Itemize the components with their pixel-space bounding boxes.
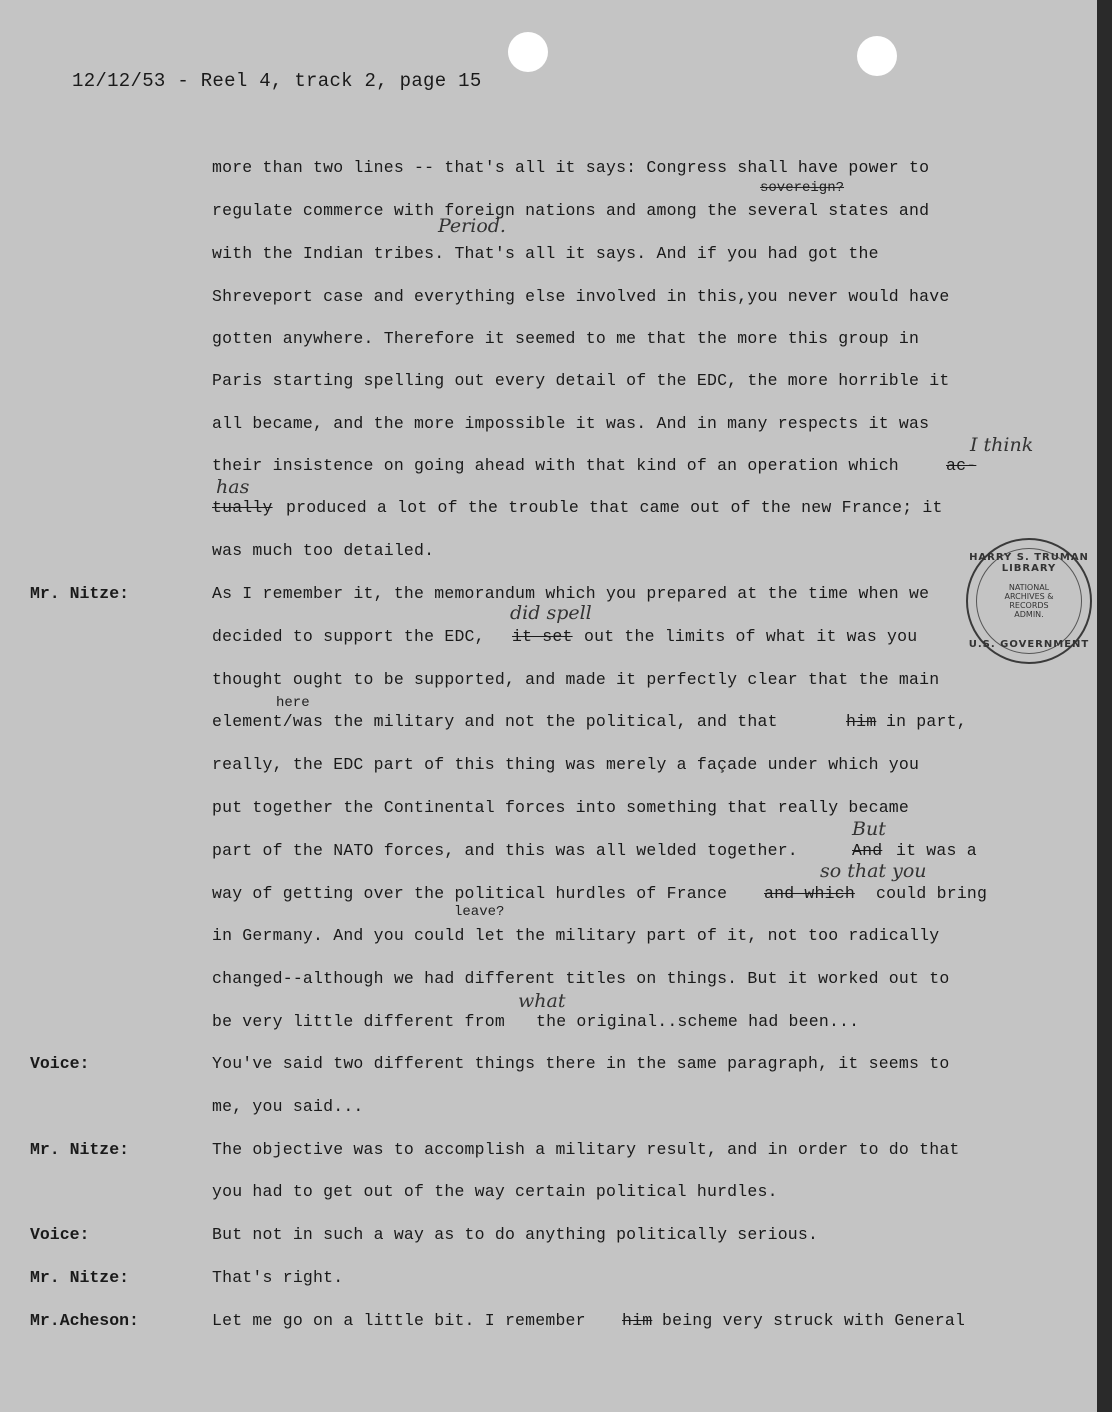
struck-word: tually: [212, 498, 273, 517]
text-line: decided to support the EDC,: [212, 627, 485, 646]
stamp-top-text: HARRY S. TRUMAN LIBRARY: [969, 552, 1089, 574]
text-line: Shreveport case and everything else involved in this,you never would have: [212, 287, 950, 306]
text-line: out the limits of what it was you: [584, 627, 918, 646]
page-edge-shadow: [1097, 0, 1112, 1412]
text-line: element/was the military and not the political, and that: [212, 712, 778, 731]
text-line: part of the NATO forces, and this was all welded together.: [212, 841, 798, 860]
text-line: their insistence on going ahead with that kind of an operation which: [212, 456, 899, 475]
struck-word: ac-: [946, 456, 977, 475]
typed-insertion: here: [276, 695, 310, 711]
page-header: 12/12/53 - Reel 4, track 2, page 15: [72, 70, 482, 92]
text-line: That's right.: [212, 1268, 344, 1287]
speaker-label: Mr. Nitze:: [30, 584, 130, 603]
struck-word: sovereign?: [760, 180, 845, 196]
text-line: could bring: [876, 884, 988, 903]
text-line: being very struck with General: [662, 1311, 966, 1330]
punch-hole-right: [857, 36, 897, 76]
text-line: in Germany. And you could let the military part of it, not too radically: [212, 926, 940, 945]
speaker-label: Mr. Nitze:: [30, 1268, 130, 1287]
struck-word: it set: [512, 627, 573, 646]
text-line: way of getting over the political hurdles of France: [212, 884, 728, 903]
speaker-label: Mr.Acheson:: [30, 1311, 139, 1330]
text-line: The objective was to accomplish a military result, and in order to do that: [212, 1140, 960, 1159]
text-line: the original..scheme had been...: [536, 1012, 860, 1031]
typed-insertion: leave?: [454, 904, 505, 920]
text-line: be very little different from: [212, 1012, 505, 1031]
struck-word: and which: [764, 884, 855, 903]
text-line: changed--although we had different titles on things. But it worked out to: [212, 969, 950, 988]
text-line: really, the EDC part of this thing was merely a façade under which you: [212, 755, 920, 774]
text-line: regulate commerce with foreign nations and among the several states and: [212, 201, 930, 220]
handwritten-note: But: [852, 818, 886, 840]
text-line: produced a lot of the trouble that came out of the new France; it: [286, 498, 943, 517]
handwritten-note: has: [216, 476, 250, 498]
text-line: me, you said...: [212, 1097, 364, 1116]
text-line: you had to get out of the way certain political hurdles.: [212, 1182, 778, 1201]
handwritten-note: did spell: [510, 602, 592, 624]
text-line: all became, and the more impossible it was. And in many respects it was: [212, 414, 930, 433]
stamp-bottom-text: U.S. GOVERNMENT: [968, 639, 1090, 650]
library-stamp: [966, 538, 1092, 664]
speaker-label: Voice:: [30, 1225, 90, 1244]
text-line: Paris starting spelling out every detail of the EDC, the more horrible it: [212, 371, 950, 390]
text-line: put together the Continental forces into something that really became: [212, 798, 910, 817]
speaker-label: Voice:: [30, 1054, 90, 1073]
text-line: it was a: [896, 841, 977, 860]
struck-word: And: [852, 841, 883, 860]
text-line: But not in such a way as to do anything politically serious.: [212, 1225, 819, 1244]
text-line: with the Indian tribes. That's all it says. And if you had got the: [212, 244, 879, 263]
text-line: You've said two different things there in the same paragraph, it seems to: [212, 1054, 950, 1073]
stamp-middle-text: NATIONAL ARCHIVES & RECORDS ADMIN.: [1004, 583, 1054, 619]
handwritten-note: so that you: [820, 860, 927, 882]
text-line: more than two lines -- that's all it says: Congress shall have power to: [212, 158, 930, 177]
text-line: was much too detailed.: [212, 541, 435, 560]
struck-word: him: [846, 712, 877, 731]
struck-word: him: [622, 1311, 653, 1330]
punch-hole-left: [508, 32, 548, 72]
text-line: As I remember it, the memorandum which you prepared at the time when we: [212, 584, 930, 603]
handwritten-note: I think: [970, 434, 1034, 456]
speaker-label: Mr. Nitze:: [30, 1140, 130, 1159]
text-line: in part,: [886, 712, 967, 731]
handwritten-note: Period.: [438, 215, 506, 237]
text-line: Let me go on a little bit. I remember: [212, 1311, 586, 1330]
handwritten-note: what: [518, 990, 566, 1012]
text-line: thought ought to be supported, and made it perfectly clear that the main: [212, 670, 940, 689]
text-line: gotten anywhere. Therefore it seemed to me that the more this group in: [212, 329, 920, 348]
